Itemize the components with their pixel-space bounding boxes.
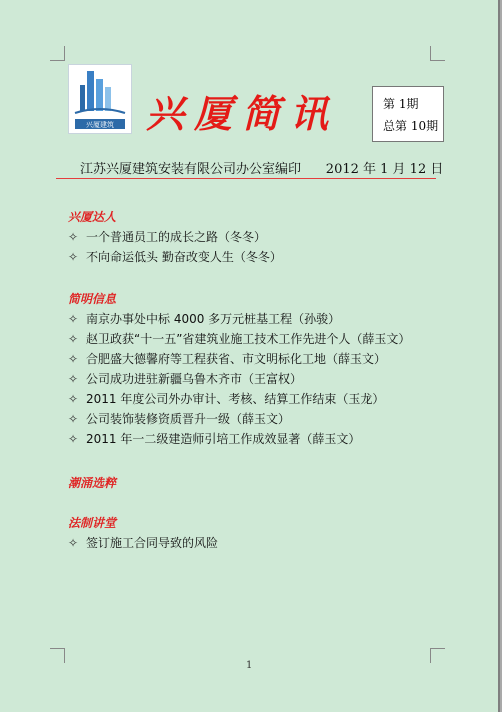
toc-item[interactable] <box>68 390 384 407</box>
logo-text: 兴厦建筑 <box>86 121 114 129</box>
toc-item-text: 公司装饰装修资质晋升一级（薛玉文） <box>86 412 291 426</box>
diamond-bullet-icon: ✧ <box>68 432 79 446</box>
diamond-bullet-icon: ✧ <box>68 372 79 386</box>
section-title-legal: 法制讲堂 <box>68 516 117 530</box>
section-title-news: 简明信息 <box>68 292 117 306</box>
total-issue-number: 总第 10期 <box>383 119 439 133</box>
toc-item-text: 一个普通员工的成长之路（冬冬） <box>86 230 267 244</box>
toc-item-text: 2011 年度公司外办审计、考核、结算工作结束（玉龙） <box>86 392 385 406</box>
publisher-line: 江苏兴厦建筑安装有限公司办公室编印 2012 年 1 月 12 日 <box>80 162 444 177</box>
toc-item-text: 签订施工合同导致的风险 <box>86 536 219 550</box>
toc-item[interactable] <box>68 430 360 447</box>
toc-item-text: 南京办事处中标 4000 多万元桩基工程（孙骏） <box>86 312 341 326</box>
diamond-bullet-icon: ✧ <box>68 412 79 426</box>
toc-item[interactable] <box>68 248 282 265</box>
diamond-bullet-icon: ✧ <box>68 230 79 244</box>
toc-item[interactable] <box>68 330 410 347</box>
diamond-bullet-icon: ✧ <box>68 332 79 346</box>
toc-item[interactable] <box>68 228 266 245</box>
section-title-selections: 潮涌选粹 <box>68 476 117 490</box>
issue-box <box>372 86 444 142</box>
crop-mark-bottom-right <box>430 648 445 663</box>
section-title-talent: 兴厦达人 <box>68 210 117 224</box>
diamond-bullet-icon: ✧ <box>68 250 79 264</box>
crop-mark-top-left <box>50 46 65 61</box>
toc-item-text: 公司成功进驻新疆乌鲁木齐市（王富权） <box>86 372 303 386</box>
toc-item[interactable] <box>68 534 218 551</box>
company-logo <box>68 64 132 134</box>
toc-item[interactable] <box>68 370 302 387</box>
toc-item[interactable] <box>68 410 290 427</box>
diamond-bullet-icon: ✧ <box>68 352 79 366</box>
toc-item-text: 赵卫政获“十一五”省建筑业施工技术工作先进个人（薛玉文） <box>86 332 411 346</box>
toc-item[interactable] <box>68 350 386 367</box>
page-number: 1 <box>246 660 253 671</box>
toc-item-text: 不向命运低头 勤奋改变人生（冬冬） <box>86 250 282 264</box>
toc-item-text: 2011 年一二级建造师引培工作成效显著（薛玉文） <box>86 432 361 446</box>
toc-item[interactable] <box>68 310 340 327</box>
diamond-bullet-icon: ✧ <box>68 536 79 550</box>
issue-number: 第 1期 <box>383 97 419 111</box>
crop-mark-bottom-left <box>50 648 65 663</box>
toc-item-text: 合肥盛大德馨府等工程获省、市文明标化工地（薛玉文） <box>86 352 387 366</box>
diamond-bullet-icon: ✧ <box>68 312 79 326</box>
crop-mark-top-right <box>430 46 445 61</box>
header-rule <box>56 178 436 179</box>
diamond-bullet-icon: ✧ <box>68 392 79 406</box>
masthead-title: 兴厦简讯 <box>146 91 339 136</box>
